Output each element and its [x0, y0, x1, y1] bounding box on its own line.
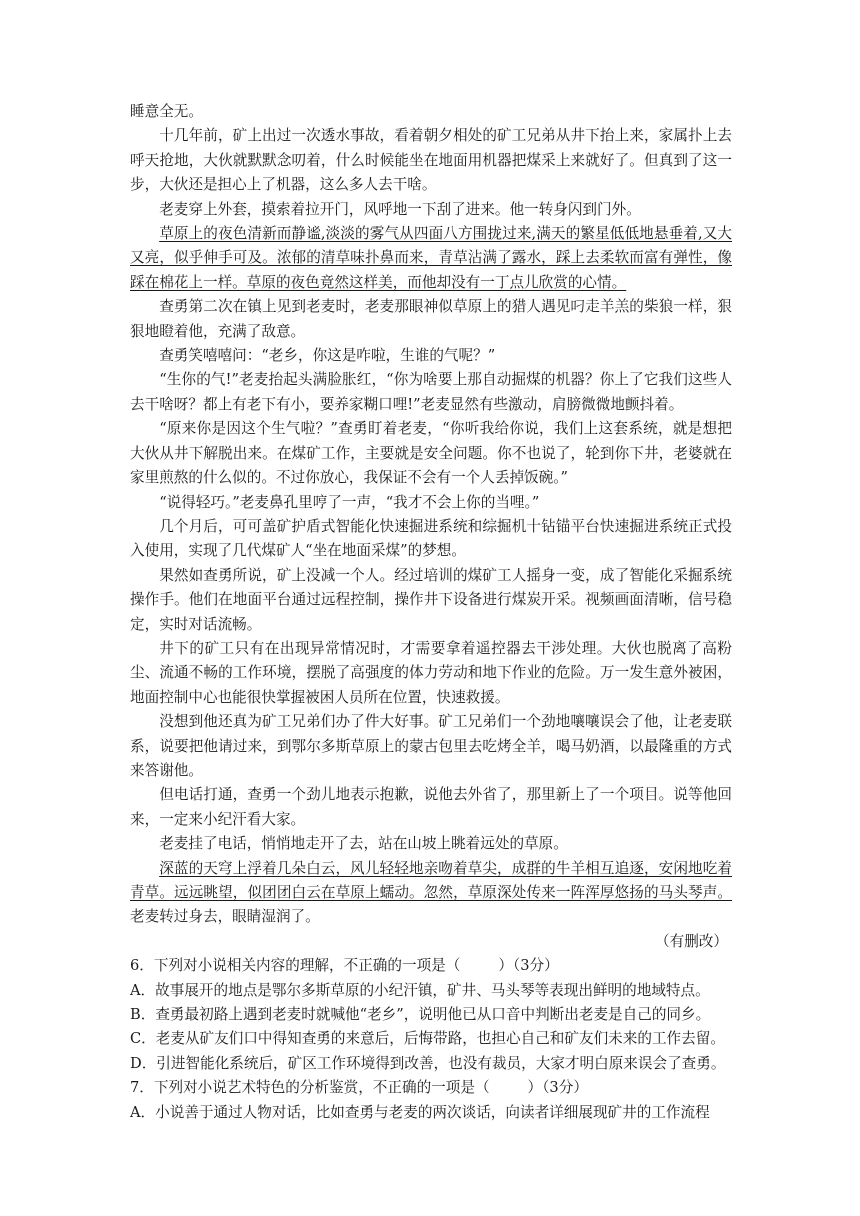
- document-page: [130, 100, 732, 1125]
- paragraph: “原来你是因这个生气啦？”查勇盯着老麦，“你听我给你说，我们上这套系统，就是想把大伙从井下解脱出来。在煤矿工作，主要就是安全问题。你不也说了，轮到你下井，老婆就在家里煎熬的什么似的。不过你放心，我保证不会有一个人丢掉饭碗。”: [130, 420, 732, 487]
- question-6-option-c: C．老麦从矿友们口中得知查勇的来意后，后悔带路，也担心自己和矿友们未来的工作去留。: [130, 1030, 725, 1048]
- underlined-passage: 草原上的夜色清新而静谧,淡淡的雾气从四面八方围拢过来,满天的繁星低低地悬垂着,又大又亮，似乎伸手可及。浓郁的清草味扑鼻而来，青草沾满了露水，踩上去柔软而富有弹性，像踩在棉花上一样。: [130, 225, 732, 291]
- question-6-option-a: A．故事展开的地点是鄂尔多斯草原的小纪汗镇，矿井、马头琴等表现出鲜明的地域特点。: [130, 981, 710, 999]
- paragraph: 查勇第二次在镇上见到老麦时，老麦那眼神似草原上的猎人遇见叼走羊羔的柴狼一样，狠狠地瞪着他，充满了敌意。: [130, 298, 732, 340]
- paragraph: 没想到他还真为矿工兄弟们办了件大好事。矿工兄弟们一个劲地嚷嚷误会了他，让老麦联系，说要把他请过来，到鄂尔多斯草原上的蒙古包里去吃烤全羊，喝马奶酒，以最隆重的方式来答谢他。: [130, 713, 732, 779]
- paragraph: 十几年前，矿上出过一次透水事故，看着朝夕相处的矿工兄弟从井下抬上来，家属扑上去呼天抢地，大伙就默默念叨着，什么时候能坐在地面用机器把煤采上来就好了。但真到了这一步，大伙还是担心上了机器，这么多人去干啥。: [130, 127, 732, 194]
- paragraph-underlined-grassland: [130, 222, 732, 295]
- question-7-stem: 7．下列对小说艺术特色的分析鉴赏，不正确的一项是（ ）（3分）: [130, 1079, 588, 1097]
- paragraph: “说得轻巧。”老麦鼻孔里哼了一声，“我才不会上你的当哩。”: [159, 493, 540, 511]
- paragraph: 果然如查勇所说，矿上没减一个人。经过培训的煤矿工人摇身一变，成了智能化采掘系统操作手。他们在地面平台通过远程控制，操作井下设备进行煤炭开采。视频画面清晰，信号稳定，实时对话流畅。: [130, 566, 732, 633]
- question-6-option-d: D．引进智能化系统后，矿区工作环境得到改善，也没有裁员，大家才明白原来误会了查勇。: [130, 1054, 726, 1072]
- question-6-stem: 6．下列对小说相关内容的理解，不正确的一项是（ ）（3分）: [130, 957, 559, 975]
- paragraph: 老麦挂了电话，悄悄地走开了去，站在山坡上眺着远处的草原。: [159, 835, 568, 853]
- paragraph: 睡意全无。: [130, 103, 203, 120]
- question-7-option-a: A．小说善于通过人物对话，比如查勇与老麦的两次谈话，向读者详细展现矿井的工作流程: [130, 1103, 710, 1121]
- paragraph: “生你的气!”老麦抬起头满脸胀红，“你为啥要上那自动掘煤的机器？你上了它我们这些人去干啥呀？都上有老下有小，要养家糊口哩!”老麦显然有些激动，肩膀微微地颤抖着。: [130, 371, 732, 413]
- source-note: （有删改）: [655, 932, 728, 950]
- paragraph: 井下的矿工只有在出现异常情况时，才需要拿着遥控器去干涉处理。大伙也脱离了高粉尘、流通不畅的工作环境，摆脱了高强度的体力劳动和地下作业的危险。万一发生意外被困，地面控制中心也能很快掌握被困人员所在位置，快速救援。: [130, 639, 732, 706]
- paragraph: 老麦穿上外套，摸索着拉开门，风呼地一下刮了进来。他一转身闪到门外。: [159, 200, 641, 218]
- paragraph: 查勇笑嘻嘻问：“老乡，你这是咋啦，生谁的气呢？”: [159, 347, 496, 365]
- paragraph: 几个月后，可可盖矿护盾式智能化快速掘进系统和综掘机十钻锚平台快速掘进系统正式投入使用，实现了几代煤矿人“坐在地面采煤”的梦想。: [130, 517, 732, 560]
- underlined-passage: 深蓝的天穹上浮着几朵白云，风儿轻轻地亲吻着草尖，成群的牛羊相互追逐，安闲地吃着青草。远远眺望，似团团白云在草原上蠕动。忽然，草原深处传来一阵浑厚悠扬的马头琴声。: [130, 859, 732, 901]
- underlined-passage: 草原的夜色竟然这样美，而他却没有一丁点儿欣赏的心情。: [246, 273, 627, 291]
- paragraph-underlined-sky: [130, 857, 732, 930]
- closing-sentence: 老麦转过身去，眼睛湿润了。: [130, 908, 320, 926]
- paragraph: 但电话打通，查勇一个劲儿地表示抱歉，说他去外省了，那里新上了一个项目。说等他回来，一定来小纪汗看大家。: [130, 786, 732, 828]
- question-6-option-b: B．查勇最初路上遇到老麦时就喊他“老乡”，说明他已从口音中判断出老麦是自己的同乡。: [130, 1006, 711, 1024]
